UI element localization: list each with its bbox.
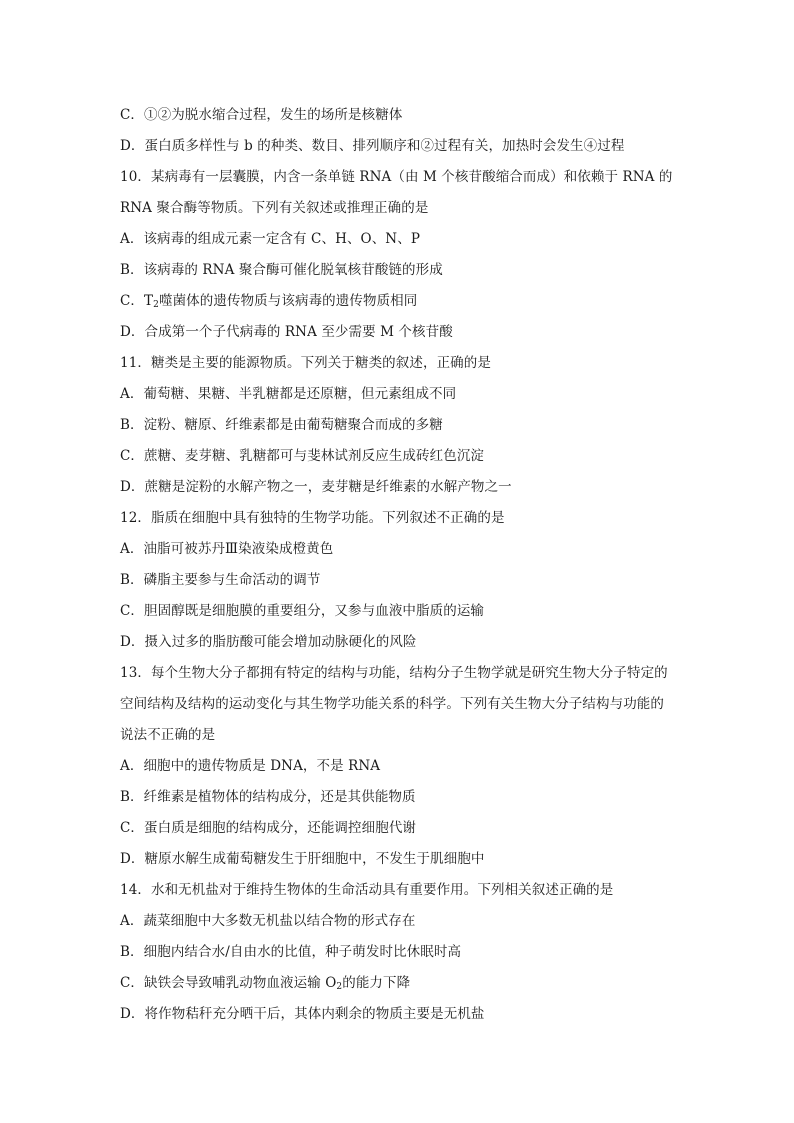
option-d-q11: D．蔗糖是淀粉的水解产物之一，麦芽糖是纤维素的水解产物之一 [120, 479, 512, 495]
option-b-q12: B．磷脂主要参与生命活动的调节 [120, 572, 321, 588]
question-11-stem: 11．糖类是主要的能源物质。下列关于糖类的叙述，正确的是 [120, 355, 491, 371]
option-a-q14: A．蔬菜细胞中大多数无机盐以结合物的形式存在 [120, 913, 416, 929]
document-page [120, 103, 680, 1033]
option-c-q9: C．①②为脱水缩合过程，发生的场所是核糖体 [120, 107, 403, 123]
question-10-stem-cont: RNA 聚合酶等物质。下列有关叙述或推理正确的是 [120, 200, 429, 216]
option-b-q13: B．纤维素是植物体的结构成分，还是其供能物质 [120, 789, 416, 805]
option-d-q10: D．合成第一个子代病毒的 RNA 至少需要 M 个核苷酸 [120, 324, 453, 340]
option-c-q13: C．蛋白质是细胞的结构成分，还能调控细胞代谢 [120, 820, 417, 836]
option-c-q14: C．缺铁会导致哺乳动物血液运输 $O_2$的能力下降 [120, 975, 411, 992]
option-b-q10: B．该病毒的 RNA 聚合酶可催化脱氧核苷酸链的形成 [120, 262, 443, 278]
option-c-q10: C．$T_2$噬菌体的遗传物质与该病毒的遗传物质相同 [120, 293, 418, 310]
question-13-stem-end: 说法不正确的是 [120, 727, 216, 743]
option-b-q14: B．细胞内结合水/自由水的比值，种子萌发时比休眠时高 [120, 944, 462, 960]
question-12-stem: 12．脂质在细胞中具有独特的生物学功能。下列叙述不正确的是 [120, 510, 505, 526]
option-a-q10: A．该病毒的组成元素一定含有 C、H、O、N、P [120, 231, 421, 247]
option-c-q11: C．蔗糖、麦芽糖、乳糖都可与斐林试剂反应生成砖红色沉淀 [120, 448, 485, 464]
option-d-q9: D．蛋白质多样性与 b 的种类、数目、排列顺序和②过程有关，加热时会发生④过程 [120, 138, 625, 154]
question-14-stem: 14．水和无机盐对于维持生物体的生命活动具有重要作用。下列相关叙述正确的是 [120, 882, 614, 898]
question-10-stem: 10．某病毒有一层囊膜，内含一条单链 RNA（由 M 个核苷酸缩合而成）和依赖于 RNA 的 [120, 169, 673, 185]
question-13-stem: 13．每个生物大分子都拥有特定的结构与功能，结构分子生物学就是研究生物大分子特定的 [120, 665, 668, 681]
option-c-q12: C．胆固醇既是细胞膜的重要组分，又参与血液中脂质的运输 [120, 603, 485, 619]
option-a-q12: A．油脂可被苏丹Ⅲ染液染成橙黄色 [120, 541, 334, 557]
option-d-q13: D．糖原水解生成葡萄糖发生于肝细胞中，不发生于肌细胞中 [120, 851, 485, 867]
option-d-q14: D．将作物秸秆充分晒干后，其体内剩余的物质主要是无机盐 [120, 1006, 485, 1022]
option-a-q11: A．葡萄糖、果糖、半乳糖都是还原糖，但元素组成不同 [120, 386, 457, 402]
option-d-q12: D．摄入过多的脂肪酸可能会增加动脉硬化的风险 [120, 634, 417, 650]
option-a-q13: A．细胞中的遗传物质是 DNA，不是 RNA [120, 758, 381, 774]
question-13-stem-cont: 空间结构及结构的运动变化与其生物学功能关系的科学。下列有关生物大分子结构与功能的 [120, 696, 664, 712]
option-b-q11: B．淀粉、糖原、纤维素都是由葡萄糖聚合而成的多糖 [120, 417, 443, 433]
